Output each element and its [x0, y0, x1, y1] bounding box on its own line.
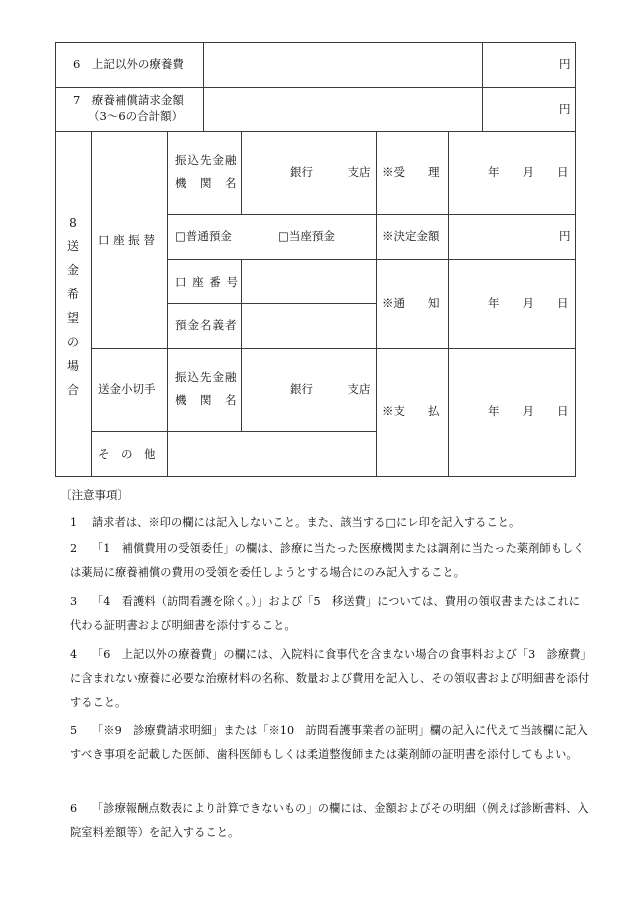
section8-char: 合 — [66, 383, 79, 397]
account-holder-field[interactable] — [242, 304, 375, 347]
note-text: 「4 看護料（訪問看護を除く。）」および「5 移送費」については、費用の領収書またはこれに代わる証明書および明細書を添付すること。 — [70, 595, 581, 632]
notice-date: 年 月 日 — [488, 296, 569, 310]
payment-date: 年 月 日 — [488, 404, 569, 418]
note-item — [70, 797, 590, 845]
account-number-label: 口 座 番 号 — [175, 275, 239, 289]
payment-label: ※支 払 — [382, 404, 440, 418]
note-text: 「1 補償費用の受領委任」の欄は、診療に当たった医療機関または調剤に当たった薬剤師もしくは薬局に療養補償の費用の受領を委任しようとする場合にのみ記入すること。 — [70, 542, 585, 579]
other-field[interactable] — [168, 432, 375, 475]
note-number: 4 — [70, 648, 78, 661]
account-holder-label: 預金名義者 — [175, 318, 238, 332]
note-number: 3 — [70, 595, 78, 608]
decision-label: ※決定金額 — [382, 229, 440, 243]
row6-unit: 円 — [559, 57, 571, 71]
section8-vertical-label — [55, 216, 91, 398]
account-number-field[interactable] — [242, 260, 375, 302]
note-item — [70, 719, 590, 767]
note-item — [70, 590, 590, 638]
other-label: そ の 他 — [98, 447, 156, 461]
kogitte-bank-label-line1: 振込先金融 — [175, 370, 238, 384]
note-item — [70, 643, 590, 715]
section8-char: 8 — [69, 216, 77, 230]
bank-label-line2: 機 関 名 — [175, 176, 238, 190]
furikae-label: 口 座 振 替 — [98, 233, 155, 247]
note-text: 「※9 診療費請求明細」または「※10 訪問看護事業者の証明」欄の記入に代えて当該欄に記入すべき事項を記載した医師、歯科医師もしくは柔道整復師または薬剤師の証明書を添付してもよい。 — [70, 724, 588, 761]
note-text: 「6 上記以外の療養費」の欄には、入院料に食事代を含まない場合の食事料および「3 診療費」に含まれない療養に必要な治療材料の名称、数量および費用を記入し、その領収書および明細書を添付すること。 — [70, 648, 590, 709]
note-item — [70, 511, 590, 535]
kogitte-bank-value: 銀行 支店 — [290, 382, 371, 396]
bank-value: 銀行 支店 — [290, 165, 371, 179]
row6-amount-field[interactable] — [204, 43, 481, 86]
row7-label: 7 療養補償請求金額 — [73, 93, 184, 107]
section8-char: の — [66, 335, 79, 349]
note-number: 2 — [70, 542, 78, 555]
deposit-ordinary-checkbox[interactable]: □普通預金 — [175, 229, 232, 243]
notes-title: 〔注意事項〕 — [60, 488, 129, 502]
decision-unit: 円 — [559, 229, 571, 243]
row6-label: 6 上記以外の療養費 — [73, 57, 184, 71]
section8-char: 金 — [66, 263, 79, 277]
deposit-current-checkbox[interactable]: □当座預金 — [278, 229, 335, 243]
kogitte-bank-label-line2: 機 関 名 — [175, 393, 238, 407]
row7-unit: 円 — [559, 102, 571, 116]
received-date: 年 月 日 — [488, 165, 569, 179]
notice-label: ※通 知 — [382, 296, 440, 310]
section8-char: 場 — [66, 359, 79, 373]
note-number: 5 — [70, 724, 78, 737]
note-text: 「診療報酬点数表により計算できないもの」の欄には、金額およびその明細（例えば診断書料、入院室料差額等）を記入すること。 — [70, 802, 589, 839]
section8-char: 望 — [66, 311, 79, 325]
received-label: ※受 理 — [382, 165, 440, 179]
note-item — [70, 537, 590, 585]
note-number: 1 — [70, 516, 78, 529]
row7-amount-field[interactable] — [204, 88, 481, 130]
row7-sublabel: （3〜6の合計額） — [88, 109, 184, 123]
section8-char: 希 — [66, 287, 79, 301]
bank-label-line1: 振込先金融 — [175, 153, 238, 167]
note-text: 請求者は、※印の欄には記入しないこと。また、該当する□にレ印を記入すること。 — [92, 516, 521, 529]
section8-char: 送 — [66, 239, 79, 253]
note-number: 6 — [70, 802, 78, 815]
kogitte-label: 送金小切手 — [98, 382, 156, 396]
